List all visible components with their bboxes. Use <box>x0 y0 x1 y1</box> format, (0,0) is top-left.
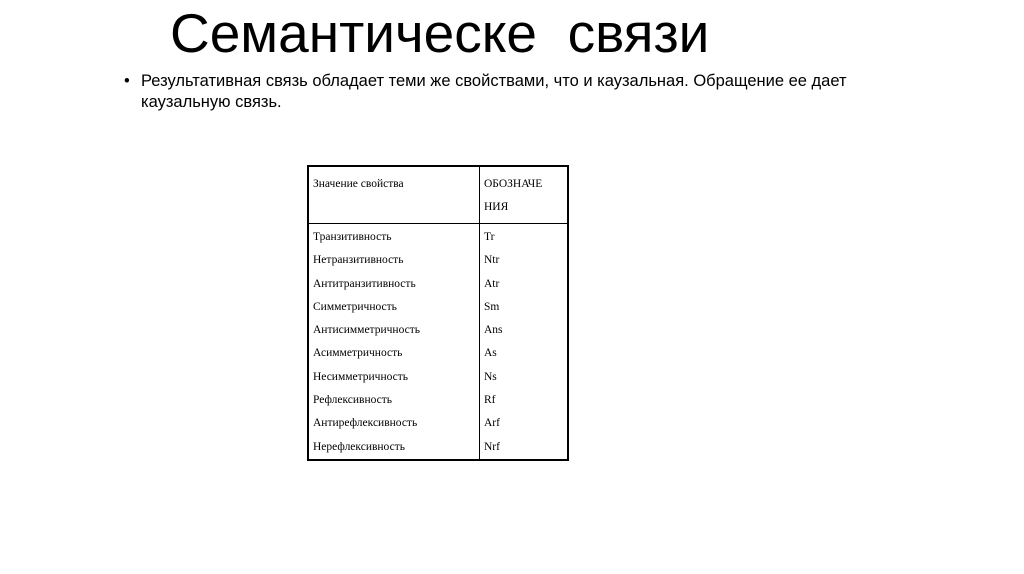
table-row <box>308 412 568 435</box>
bullet-text: Результативная связь обладает теми же свойствами, что и каузальная. Обращение ее дает каузальную связь. <box>141 72 847 111</box>
property-name-cell: Антисимметричность <box>308 319 480 342</box>
property-name-cell: Рефлексивность <box>308 389 480 412</box>
table-row <box>308 273 568 296</box>
table-row <box>308 389 568 412</box>
designation-cell: Arf <box>484 417 500 430</box>
table-row <box>308 249 568 272</box>
table-body <box>308 224 568 460</box>
table-row <box>308 366 568 389</box>
bullet-marker: • <box>124 72 130 90</box>
designation-cell: Rf <box>484 394 496 407</box>
designation-cell: Ns <box>484 370 497 383</box>
header-property-name: Значение свойства <box>308 166 480 224</box>
designation-cell: Ntr <box>484 254 500 267</box>
bullet-item <box>124 71 914 113</box>
header-designation: ОБОЗНАЧЕ НИЯ <box>480 166 569 224</box>
property-name-cell: Нерефлексивность <box>308 436 480 460</box>
designation-cell: Atr <box>484 277 500 290</box>
property-name-cell: Нетранзитивность <box>308 249 480 272</box>
property-name-cell: Антитранзитивность <box>308 273 480 296</box>
designation-cell: As <box>484 347 497 360</box>
designation-cell: Ans <box>484 324 503 337</box>
properties-table <box>307 165 569 461</box>
slide-title: Семантическе связи <box>170 2 710 64</box>
table-row <box>308 436 568 460</box>
bullet-list <box>124 71 914 113</box>
table-header-row <box>308 166 568 224</box>
designation-cell: Sm <box>484 300 500 313</box>
property-name-cell: Асимметричность <box>308 342 480 365</box>
property-name-cell: Несимметричность <box>308 366 480 389</box>
table-row <box>308 342 568 365</box>
designation-cell: Nrf <box>484 440 500 453</box>
property-name-cell: Антирефлексивность <box>308 412 480 435</box>
designation-cell: Tr <box>484 231 495 243</box>
table-row <box>308 296 568 319</box>
property-name-cell: Транзитивность <box>308 224 480 250</box>
table-row <box>308 224 568 250</box>
property-name-cell: Симметричность <box>308 296 480 319</box>
table-row <box>308 319 568 342</box>
